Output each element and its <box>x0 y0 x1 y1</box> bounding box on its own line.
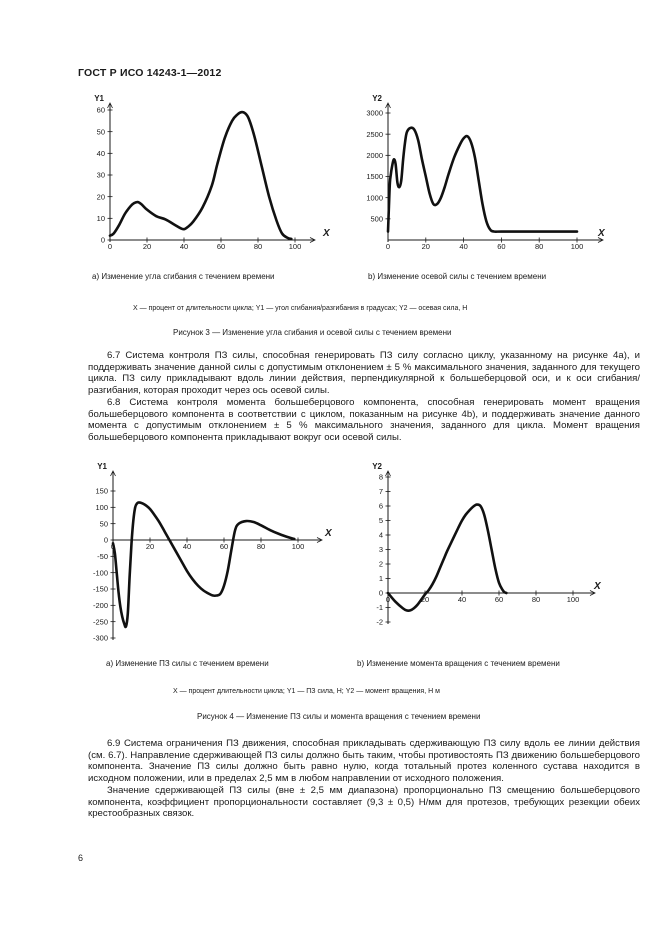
y-tick-label: 7 <box>378 487 383 497</box>
x-tick-label: 60 <box>216 242 226 251</box>
x-tick-label: 80 <box>531 595 541 604</box>
y-tick-label: -250 <box>92 617 108 627</box>
y-tick-label: 40 <box>96 148 105 158</box>
x-tick-label: 40 <box>182 542 192 551</box>
y-tick-label: 1500 <box>366 172 383 182</box>
x-axis-label: X <box>594 581 601 592</box>
y-tick-label: 10 <box>96 213 105 223</box>
y-tick-label: -300 <box>92 633 108 643</box>
x-axis-label: X <box>598 228 605 239</box>
figure-3-title: Рисунок 3 — Изменение угла сгибания и осевой силы с течением времени <box>173 328 452 337</box>
figure-3a-caption: a) Изменение угла сгибания с течением времени <box>92 272 275 281</box>
y-tick-label: -100 <box>92 568 108 578</box>
figure-3-legend: X — процент от длительности цикла; Y1 — угол сгибания/разгибания в градусах; Y2 — осевая сила, Н <box>133 305 468 312</box>
y-tick-label: 6 <box>378 501 383 511</box>
figure-4b-chart <box>355 458 615 650</box>
x-tick-label: 100 <box>566 595 580 604</box>
y-tick-label: 50 <box>96 127 105 137</box>
x-tick-label: 60 <box>494 595 504 604</box>
y-tick-label: 3 <box>378 545 383 555</box>
paragraph-6-8: 6.8 Система контроля момента большеберцового компонента, способная генерировать момент вращения большеберцового компонента в соответствии с циклом, показанным на рисунке 4b), и поддерживать значение данного момента с допустимым отклонением ± 5 % максимального значения, заданного для цикла. Момент вращения большеберцового компонента прикладывают вокруг оси осевой силы. <box>88 396 640 443</box>
data-series-line <box>110 112 291 239</box>
x-tick-label: 20 <box>420 595 430 604</box>
paragraph-6-7: 6.7 Система контроля ПЗ силы, способная генерировать ПЗ силу согласно циклу, указанному на рисунке 4a), и поддерживать значение данной силы с допустимым отклонением ± 5 % максимального значения, заданного для текущего цикла. ПЗ силу прикладывают вдоль линии действия, перпендикулярной к большеберцовой оси, и к оси сгибания/разгибания, которая проходит через ось осевой силы. <box>88 350 640 397</box>
figure-3a-chart <box>80 90 335 260</box>
y-tick-label: 8 <box>378 472 383 482</box>
y-tick-label: -50 <box>97 551 108 561</box>
figure-3b-caption: b) Изменение осевой силы с течением времени <box>368 272 547 281</box>
y-tick-label: -200 <box>92 600 108 610</box>
data-series-line <box>110 502 294 627</box>
x-tick-label: 100 <box>570 242 584 251</box>
figure-3b-chart <box>355 90 615 260</box>
y-axis-label: Y1 <box>94 94 104 103</box>
data-series-line <box>385 504 506 610</box>
x-tick-label: 100 <box>288 242 302 251</box>
y-tick-label: 4 <box>378 530 383 540</box>
x-tick-label: 100 <box>291 542 305 551</box>
page-number: 6 <box>78 853 84 863</box>
x-tick-label: 40 <box>457 595 467 604</box>
y-tick-label: 30 <box>96 170 105 180</box>
y-axis-label: Y2 <box>372 462 382 471</box>
figure-4b-caption: b) Изменение момента вращения с течением времени <box>357 659 560 668</box>
figure-4a-chart <box>80 458 340 650</box>
y-tick-label: 2500 <box>366 129 383 139</box>
y-tick-label: 1 <box>378 574 383 584</box>
x-tick-label: 80 <box>256 542 266 551</box>
paragraph-6-9-continued: Значение сдерживающей ПЗ силы (вне ± 2,5 мм диапазона) пропорционально ПЗ смещению большеберцового компонента, коэффициент пропорциональности составляет (9,3 ± 0,5) Н/мм для протезов, требующих резекции обеих крестообразных связок. <box>88 784 640 820</box>
y-tick-label: 60 <box>96 105 105 115</box>
y-tick-label: 2 <box>378 559 383 569</box>
y-tick-label: 20 <box>96 192 105 202</box>
y-tick-label: 3000 <box>366 108 383 118</box>
paragraph-6-9: 6.9 Система ограничения ПЗ движения, способная прикладывать сдерживающую ПЗ силу вдоль ее линии действия (см. 6.7). Направление сдерживающей ПЗ силы должно быть таким, чтобы противостоять ПЗ движению большеберцового компонента. Значение ПЗ силы должно быть равно нулю, когда тотальный протез коленного сустава находится в исходном положении, или в пределах 2,5 мм в любом направлении от исходного положения. <box>88 738 640 785</box>
figure-4-title: Рисунок 4 — Изменение ПЗ силы и момента вращения с течением времени <box>197 712 481 721</box>
y-tick-label: -2 <box>376 617 383 627</box>
x-axis-label: X <box>323 228 330 239</box>
y-tick-label: 500 <box>370 214 383 224</box>
x-tick-label: 60 <box>497 242 506 251</box>
x-tick-label: 40 <box>179 242 189 251</box>
y-tick-label: 150 <box>95 486 108 496</box>
y-axis-label: Y2 <box>372 94 382 103</box>
y-tick-label: -1 <box>376 603 383 613</box>
figure-4-legend: X — процент длительности цикла; Y1 — ПЗ сила, Н; Y2 — момент вращения, Н м <box>173 688 440 695</box>
x-tick-label: 80 <box>253 242 263 251</box>
text-block-6-7-6-8 <box>88 350 640 444</box>
document-header: ГОСТ Р ИСО 14243-1—2012 <box>78 67 222 79</box>
y-tick-label: 0 <box>103 535 108 545</box>
y-tick-label: 5 <box>378 516 383 526</box>
y-axis-label: Y1 <box>97 462 107 471</box>
y-tick-label: 0 <box>100 235 105 245</box>
x-tick-label: 0 <box>385 242 391 251</box>
y-tick-label: -150 <box>92 584 108 594</box>
text-block-6-9 <box>88 738 640 820</box>
y-tick-label: 50 <box>99 519 108 529</box>
x-tick-label: 0 <box>110 542 116 551</box>
x-axis-label: X <box>325 528 332 539</box>
x-tick-label: 40 <box>459 242 468 251</box>
y-tick-label: 1000 <box>366 193 383 203</box>
x-tick-label: 20 <box>145 542 155 551</box>
y-tick-label: 0 <box>378 588 383 598</box>
x-tick-label: 0 <box>107 242 113 251</box>
y-tick-label: 2000 <box>366 150 383 160</box>
x-tick-label: 20 <box>421 242 430 251</box>
x-tick-label: 60 <box>219 542 229 551</box>
data-series-line <box>388 128 577 232</box>
figure-4a-caption: a) Изменение ПЗ силы с течением времени <box>106 659 269 668</box>
x-tick-label: 80 <box>535 242 544 251</box>
y-tick-label: 100 <box>95 502 108 512</box>
x-tick-label: 0 <box>385 595 391 604</box>
x-tick-label: 20 <box>142 242 152 251</box>
